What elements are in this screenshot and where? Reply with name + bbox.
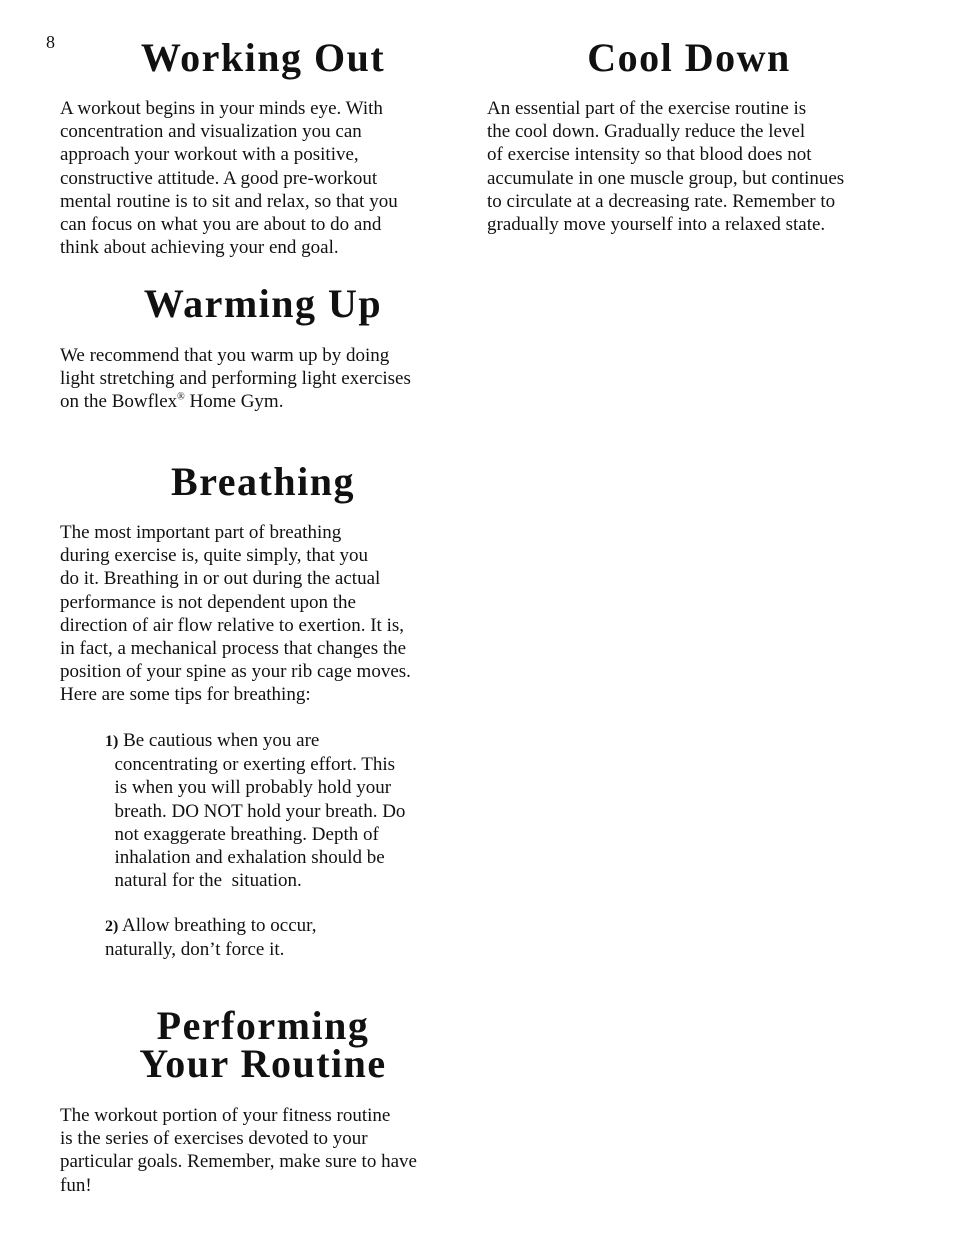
- warming-up-body: [60, 344, 480, 414]
- breathing-tip-1: [105, 729, 485, 892]
- registered-mark: ®: [177, 392, 185, 404]
- page-number: 8: [46, 32, 55, 52]
- tip-1-number: 1): [105, 733, 119, 750]
- cool-down-body: An essential part of the exercise routine is the cool down. Gradually reduce the level of exercise intensity so that blood does not accumulate in one muscle group, but continues to circulate at a decreasing rate. Remember to gradually move yourself into a relaxed state.: [487, 98, 845, 236]
- heading-performing-line1: Performing: [156, 1003, 370, 1048]
- warming-up-text-end: Home Gym.: [184, 391, 284, 413]
- heading-performing-line2: Your Routine: [139, 1041, 387, 1086]
- heading-cool-down: Cool Down: [587, 35, 791, 80]
- tip-1-text-rest: concentrating or exerting effort. This is when you will probably hold your breath. DO NOT hold your breath. Do not exaggerate breathing. Depth of inhalation and exhalation should be natural for the situation.: [114, 754, 406, 892]
- warming-up-text: We recommend that you warm up by doing light stretching and performing light exercises on the Bowflex: [60, 345, 411, 413]
- heading-working-out: Working Out: [140, 35, 386, 80]
- tip-2-text-rest: naturally, don’t force it.: [105, 939, 285, 961]
- breathing-body: The most important part of breathing during exercise is, quite simply, that you do it. Breathing in or out during the actual performance is not dependent upon the direction of air flow relative to exertion. It is, in fact, a mechanical process that changes the position of your spine as your rib cage moves. Here are some tips for breathing:: [60, 522, 411, 706]
- heading-breathing: Breathing: [171, 459, 355, 504]
- performing-body: The workout portion of your fitness routine is the series of exercises devoted to your particular goals. Remember, make sure to have fun!: [60, 1105, 417, 1196]
- tip-2-number: 2): [105, 918, 119, 935]
- breathing-tip-2: [105, 914, 485, 961]
- tip-2-text: Allow breathing to occur,: [118, 915, 317, 936]
- heading-warming-up: Warming Up: [143, 281, 383, 326]
- tip-1-text: Be cautious when you are: [118, 730, 320, 751]
- working-out-body: A workout begins in your minds eye. With concentration and visualization you can approach your workout with a positive, constructive attitude. A good pre-workout mental routine is to sit and relax, so that you can focus on what you are about to do and think about achieving your end goal.: [60, 98, 398, 259]
- heading-performing-routine: [60, 1003, 466, 1086]
